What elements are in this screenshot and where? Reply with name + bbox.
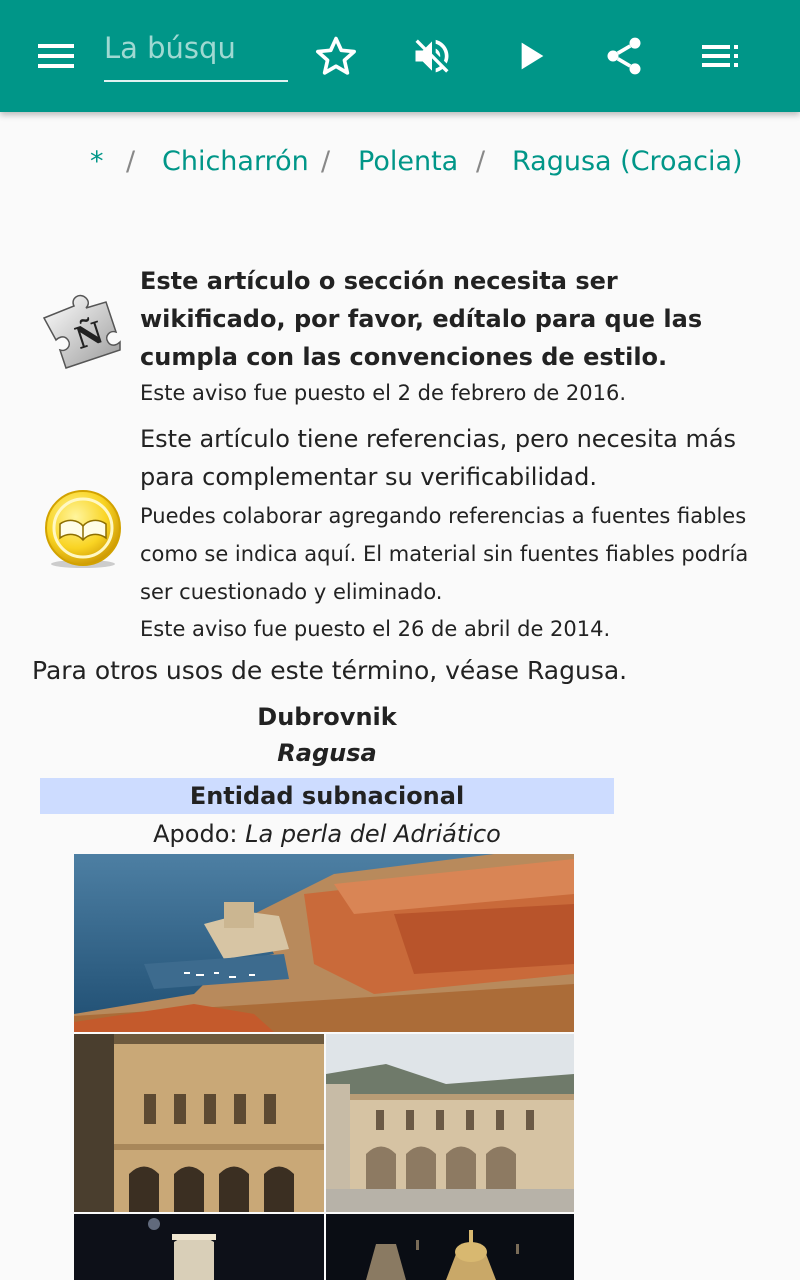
- wikify-notice-date: Este aviso fue puesto el 2 de febrero de 2016.: [140, 381, 627, 405]
- references-book-icon: [42, 486, 124, 570]
- references-notice-date: Este aviso fue puesto el 26 de abril de 2014.: [140, 617, 611, 641]
- share-icon[interactable]: [596, 28, 652, 84]
- svg-text:Ñ: Ñ: [71, 315, 108, 357]
- wikify-notice-title: Este artículo o sección necesita ser wikificado, por favor, edítalo para que las cumpla con las convenciones de estilo.: [140, 267, 703, 371]
- infobox-local-name: Ragusa: [277, 739, 377, 767]
- volume-off-icon[interactable]: [404, 28, 460, 84]
- breadcrumb-separator: /: [126, 146, 136, 177]
- night-tower-photo[interactable]: [74, 1214, 324, 1280]
- breadcrumb-separator: /: [321, 146, 331, 177]
- star-icon[interactable]: [308, 28, 364, 84]
- nickname-label: Apodo:: [153, 820, 246, 848]
- disambiguation-note[interactable]: Para otros usos de este término, véase Ragusa.: [32, 656, 628, 685]
- menu-icon[interactable]: [28, 28, 84, 84]
- breadcrumb-separator: /: [476, 146, 486, 177]
- breadcrumb-item-home[interactable]: *: [90, 146, 104, 177]
- puzzle-icon: [36, 292, 122, 372]
- dubrovnik-panorama-photo[interactable]: [74, 854, 574, 1032]
- sponza-palace-photo[interactable]: [74, 1034, 324, 1212]
- rectors-palace-photo[interactable]: [326, 1034, 574, 1212]
- infobox-title: Dubrovnik: [257, 703, 397, 731]
- search-field[interactable]: [104, 26, 288, 82]
- references-notice-body: Puedes colaborar agregando referencias a fuentes fiables como se indica aquí. El material sin fuentes fiables podría ser cuestionado y eliminado.: [140, 504, 749, 604]
- breadcrumb: [0, 146, 800, 186]
- nickname-value: La perla del Adriático: [245, 820, 501, 848]
- toc-icon[interactable]: [692, 28, 748, 84]
- app-toolbar: [0, 0, 800, 112]
- infobox-entity-type: Entidad subnacional: [40, 778, 614, 814]
- references-notice-title: Este artículo tiene referencias, pero necesita más para complementar su verificabilidad.: [140, 425, 737, 491]
- breadcrumb-item-polenta[interactable]: Polenta: [358, 146, 459, 177]
- breadcrumb-item-chicharron[interactable]: Chicharrón: [162, 146, 309, 177]
- night-church-photo[interactable]: [326, 1214, 574, 1280]
- search-input[interactable]: [104, 26, 288, 70]
- breadcrumb-item-ragusa[interactable]: Ragusa (Croacia): [512, 146, 743, 177]
- infobox-nickname: [40, 816, 614, 852]
- play-icon[interactable]: [502, 28, 558, 84]
